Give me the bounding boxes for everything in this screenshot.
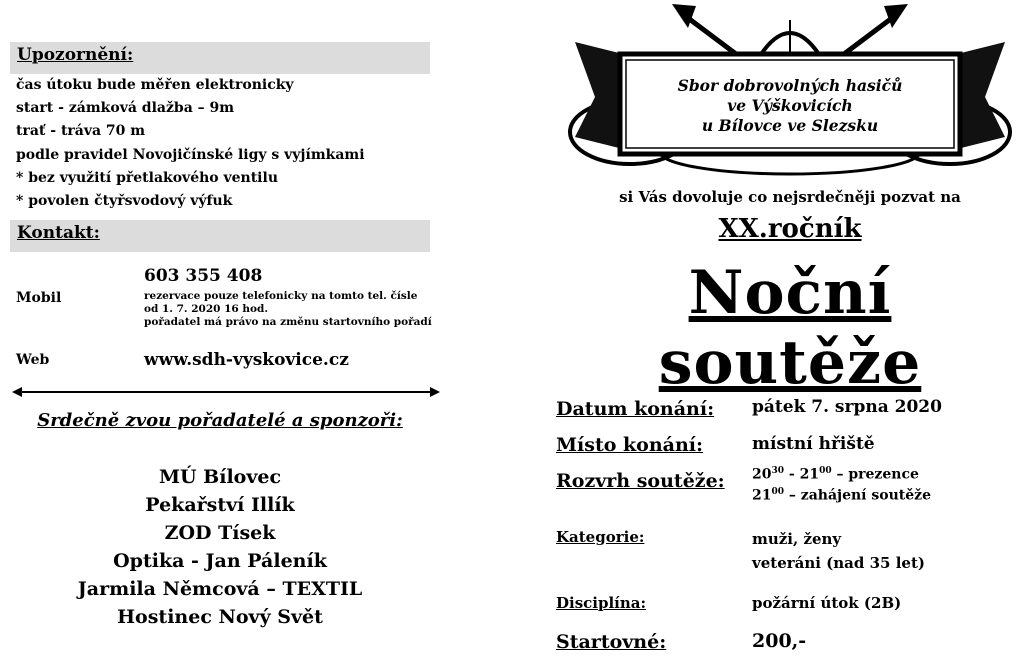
date-value: pátek 7. srpna 2020 <box>752 397 942 417</box>
website-link[interactable]: www.sdh-vyskovice.cz <box>144 350 349 370</box>
sponsor-4: Optika - Jan Páleník <box>113 550 327 572</box>
fee-label: Startovné: <box>556 631 667 653</box>
sponsor-3: ZOD Tísek <box>164 522 276 544</box>
notice-line-4: podle pravidel Novojičínské ligy s vyjímkami <box>16 147 365 163</box>
phone-number: 603 355 408 <box>144 266 263 286</box>
category-label: Kategorie: <box>556 528 645 546</box>
banner-text <box>626 76 954 136</box>
place-value: místní hřiště <box>752 434 875 454</box>
category-line-2: veteráni (nad 35 let) <box>752 554 925 572</box>
schedule-line-2: $21^{00}$ – zahájení soutěže <box>752 487 932 504</box>
notice-heading: Upozornění: <box>10 42 430 74</box>
notice-line-2: start - zámková dlažba – 9m <box>16 100 235 116</box>
banner-line-2: ve Výškovicích <box>727 96 853 115</box>
banner-line-3: u Bílovce ve Slezsku <box>701 116 879 135</box>
category-line-1: muži, ženy <box>752 530 842 548</box>
event-title: Noční soutěže <box>658 258 922 398</box>
sponsor-5: Jarmila Němcová – TEXTIL <box>77 578 363 600</box>
notice-line-3: trať - tráva 70 m <box>16 123 146 139</box>
notice-line-1: čas útoku bude měřen elektronicky <box>16 77 294 93</box>
phone-note-3: pořadatel má právo na změnu startovního pořadí <box>144 316 432 328</box>
place-label: Místo konání: <box>556 434 704 456</box>
discipline-value: požární útok (2B) <box>752 594 902 612</box>
mobile-label: Mobil <box>16 290 62 306</box>
double-arrow-divider <box>12 384 440 400</box>
web-label: Web <box>16 352 50 368</box>
notice-line-6: * povolen čtyřsvodový výfuk <box>16 193 233 209</box>
banner-line-1: Sbor dobrovolných hasičů <box>677 76 903 95</box>
sponsor-6: Hostinec Nový Svět <box>117 606 323 628</box>
date-label: Datum konání: <box>556 398 715 420</box>
phone-note-2: od 1. 7. 2020 16 hod. <box>144 303 269 315</box>
sponsor-2: Pekařství Illík <box>145 494 295 516</box>
invitation-text: si Vás dovoluje co nejsrdečněji pozvat na <box>619 188 961 206</box>
sponsor-1: MÚ Bílovec <box>158 466 282 488</box>
contact-heading: Kontakt: <box>10 220 430 252</box>
fee-value: 200,- <box>752 630 807 652</box>
sponsors-heading: Srdečně zvou pořadatelé a sponzoři: <box>37 410 403 431</box>
phone-note-1: rezervace pouze telefonicky na tomto tel. čísle <box>144 290 418 302</box>
notice-line-5: * bez využití přetlakového ventilu <box>16 170 278 186</box>
schedule-line-1: $20^{30} - 21^{00}$ – prezence <box>752 466 919 483</box>
edition-heading: XX.ročník <box>718 214 862 244</box>
discipline-label: Disciplína: <box>556 594 647 612</box>
schedule-label: Rozvrh soutěže: <box>556 470 725 492</box>
